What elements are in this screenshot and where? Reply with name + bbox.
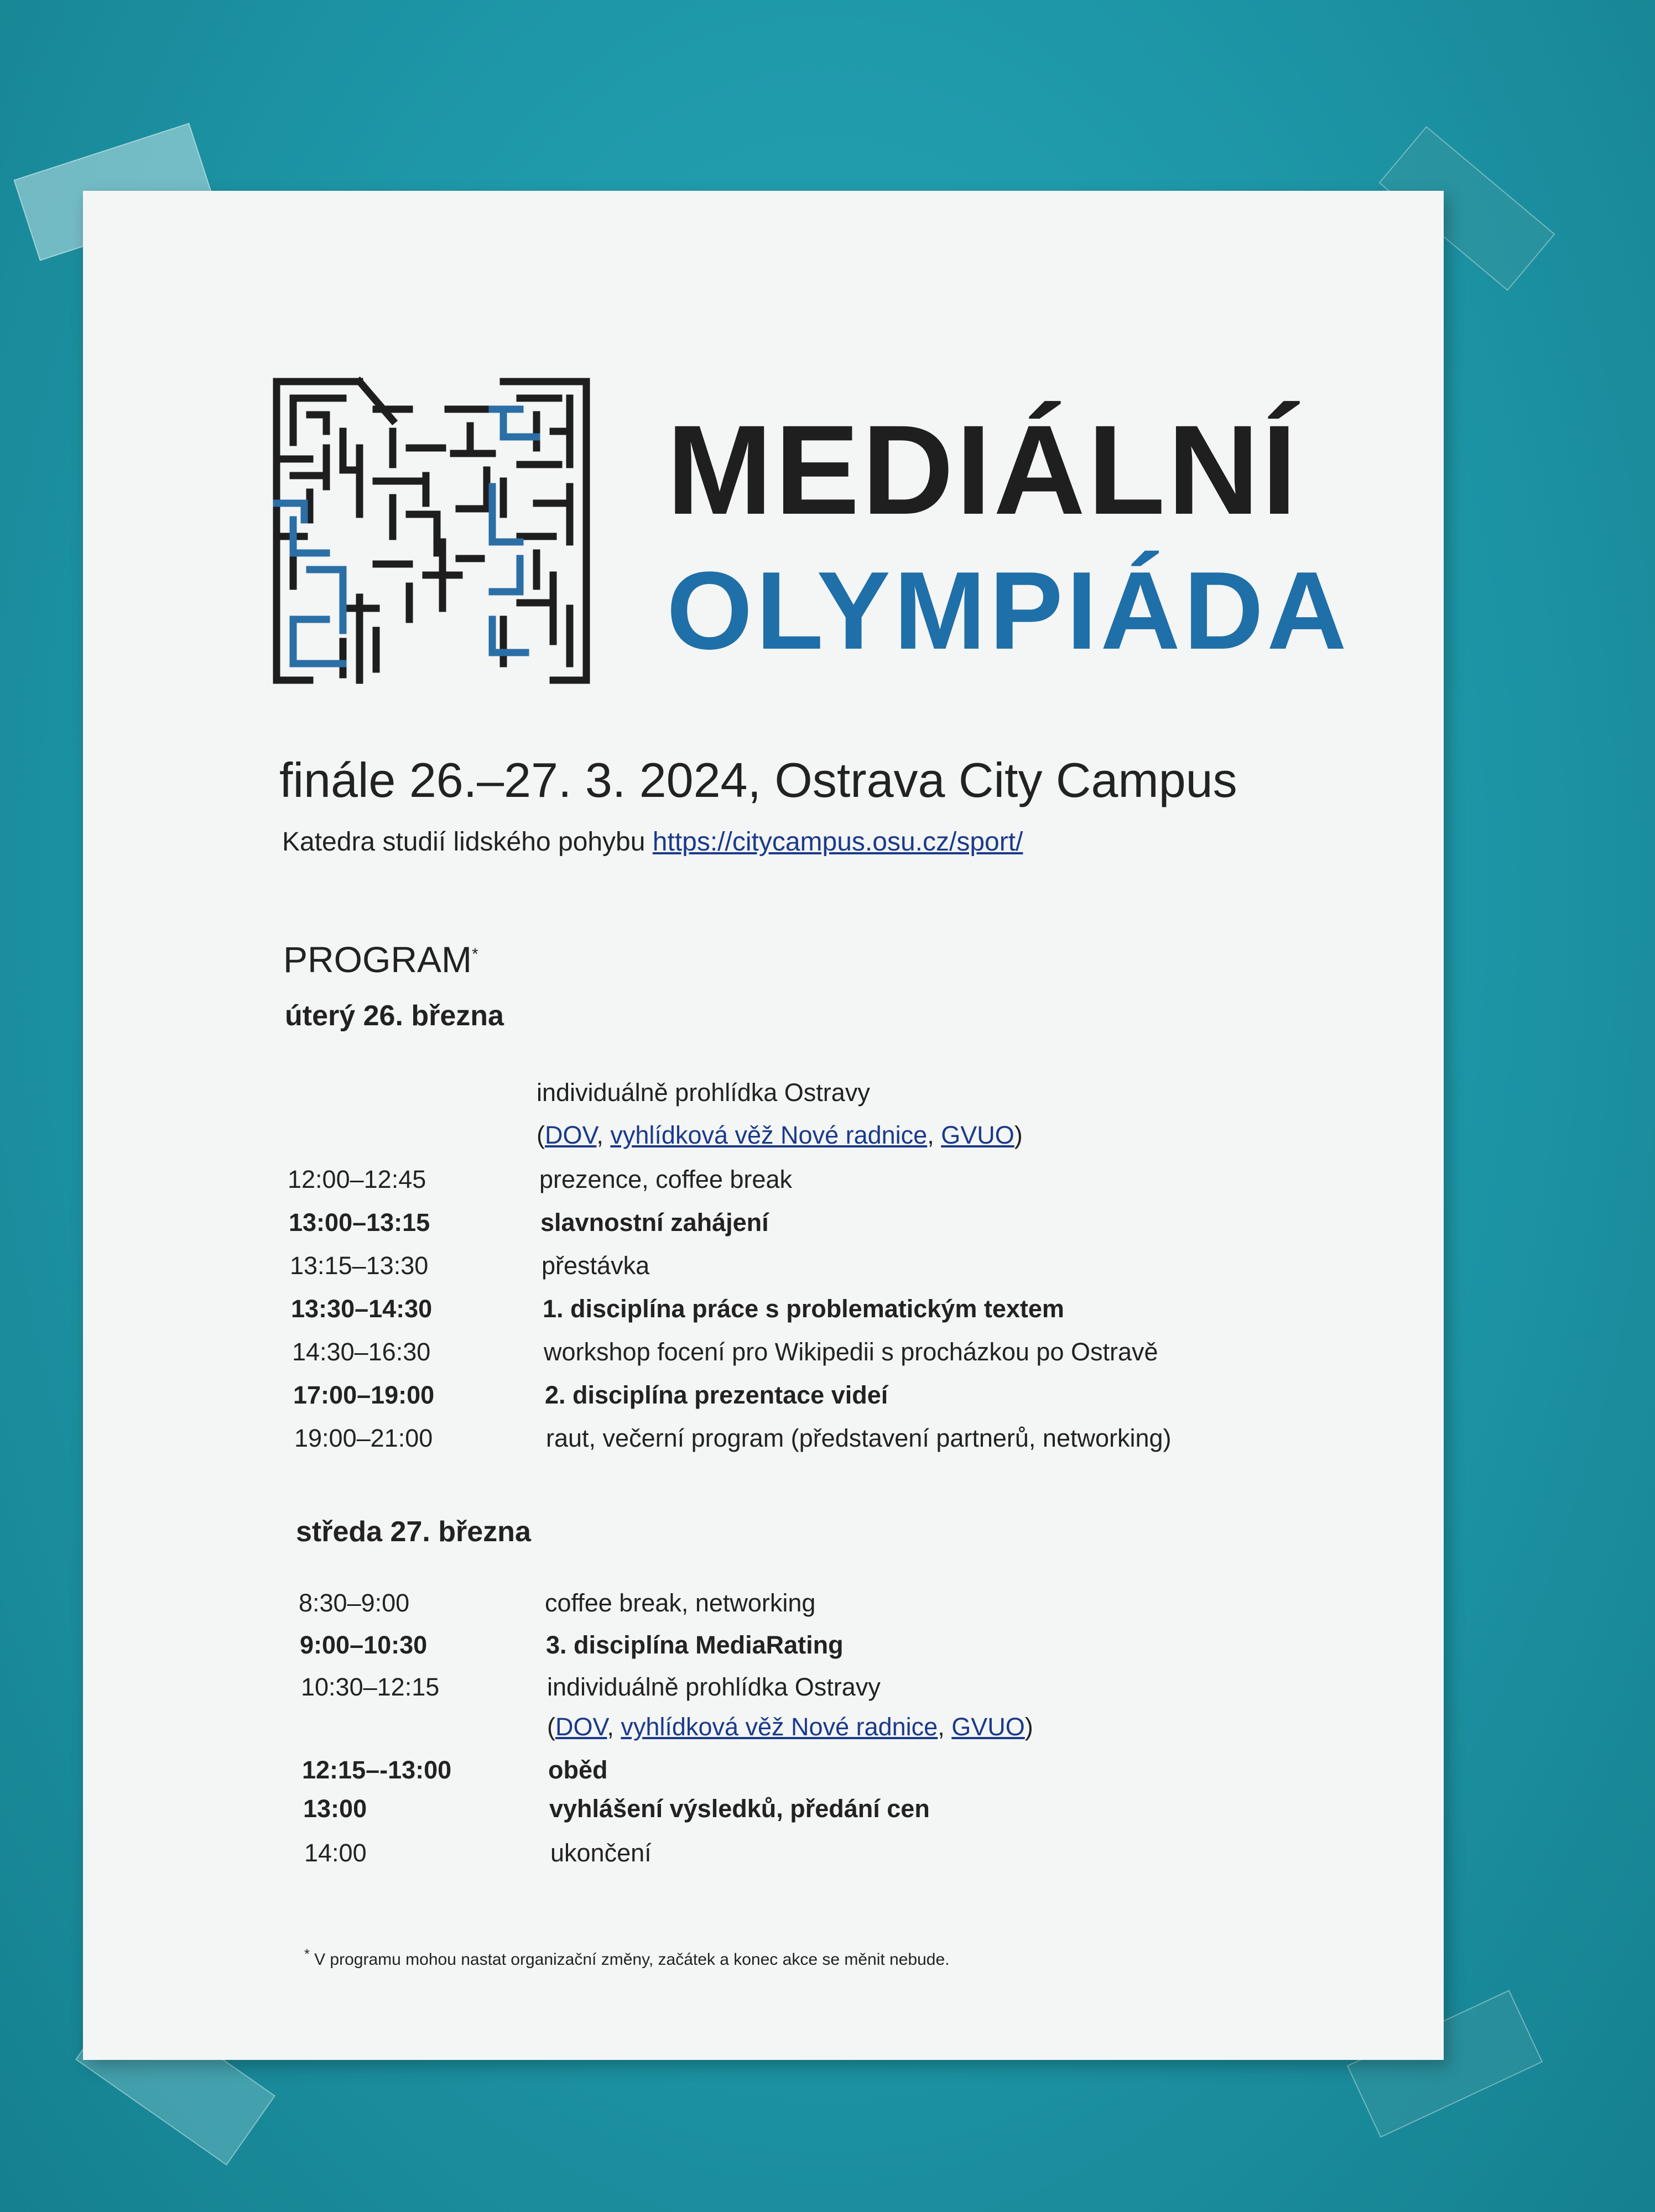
paren-close: ) xyxy=(1024,1713,1033,1741)
time-slot: 14:00 xyxy=(304,1839,367,1867)
activity-text: individuálně prohlídka Ostravy xyxy=(547,1673,881,1701)
time-slot: 9:00–10:30 xyxy=(300,1631,428,1659)
department-link[interactable]: https://citycampus.osu.cz/sport/ xyxy=(652,827,1023,857)
activity-text: ukončení xyxy=(550,1839,652,1867)
links-line xyxy=(547,1713,1033,1741)
title-line-1: MEDIÁLNÍ xyxy=(667,399,1299,541)
time-slot: 17:00–19:00 xyxy=(293,1381,435,1409)
separator: , xyxy=(607,1713,621,1741)
activity-text: slavnostní zahájení xyxy=(540,1208,769,1237)
activity-text: coffee break, networking xyxy=(545,1589,816,1617)
activity-text: individuálně prohlídka Ostravy xyxy=(537,1078,870,1107)
time-slot: 13:00 xyxy=(303,1794,367,1823)
poster-sheet xyxy=(83,191,1444,2060)
activity-text: raut, večerní program (představení partnerů, networking) xyxy=(546,1424,1172,1452)
separator: , xyxy=(938,1713,952,1741)
link-dov[interactable]: DOV xyxy=(555,1713,607,1741)
maze-m-logo-icon xyxy=(271,376,592,686)
link-gvuo[interactable]: GVUO xyxy=(951,1713,1025,1741)
activity-text: 2. disciplína prezentace videí xyxy=(545,1381,888,1409)
time-slot: 13:15–13:30 xyxy=(290,1251,429,1280)
footnote xyxy=(304,1947,950,1969)
paren-close: ) xyxy=(1014,1121,1023,1149)
activity-text: prezence, coffee break xyxy=(539,1165,792,1193)
title-line-2: OLYMPIÁDA xyxy=(667,549,1350,672)
time-slot: 19:00–21:00 xyxy=(294,1424,433,1452)
time-slot: 12:15–-13:00 xyxy=(302,1756,452,1784)
time-slot: 10:30–12:15 xyxy=(301,1673,440,1701)
time-slot: 13:30–14:30 xyxy=(291,1295,433,1323)
day-2-title: středa 27. března xyxy=(296,1516,531,1548)
day-1-title: úterý 26. března xyxy=(285,1000,504,1032)
activity-text: workshop focení pro Wikipedii s procházkou po Ostravě xyxy=(544,1338,1158,1366)
link-radnice[interactable]: vyhlídková věž Nové radnice xyxy=(621,1713,938,1741)
link-radnice[interactable]: vyhlídková věž Nové radnice xyxy=(610,1121,928,1149)
separator: , xyxy=(927,1121,941,1149)
link-dov[interactable]: DOV xyxy=(545,1121,597,1149)
department-label: Katedra studií lidského pohybu xyxy=(282,827,646,857)
activity-text: přestávka xyxy=(542,1251,650,1280)
activity-text: 1. disciplína práce s problematickým textem xyxy=(543,1295,1064,1323)
finale-info: finále 26.–27. 3. 2024, Ostrava City Campus xyxy=(279,753,1237,807)
time-slot: 12:00–12:45 xyxy=(288,1165,426,1193)
activity-text: oběd xyxy=(548,1756,608,1784)
paren-open: ( xyxy=(547,1713,555,1741)
footnote-asterisk: * xyxy=(304,1947,310,1962)
footnote-text: V programu mohou nastat organizační změny, začátek a konec akce se měnit nebude. xyxy=(314,1950,950,1969)
links-line xyxy=(537,1121,1023,1150)
link-gvuo[interactable]: GVUO xyxy=(941,1121,1014,1149)
program-heading xyxy=(283,938,478,980)
time-slot: 13:00–13:15 xyxy=(289,1208,430,1237)
program-asterisk: * xyxy=(472,945,478,963)
time-slot: 14:30–16:30 xyxy=(292,1338,431,1366)
activity-text: vyhlášení výsledků, předání cen xyxy=(549,1794,930,1823)
separator: , xyxy=(596,1121,611,1149)
program-heading-text: PROGRAM xyxy=(283,939,472,980)
time-slot: 8:30–9:00 xyxy=(299,1589,410,1617)
paren-open: ( xyxy=(537,1121,545,1149)
department-line xyxy=(282,827,1023,857)
activity-text: 3. disciplína MediaRating xyxy=(546,1631,844,1659)
